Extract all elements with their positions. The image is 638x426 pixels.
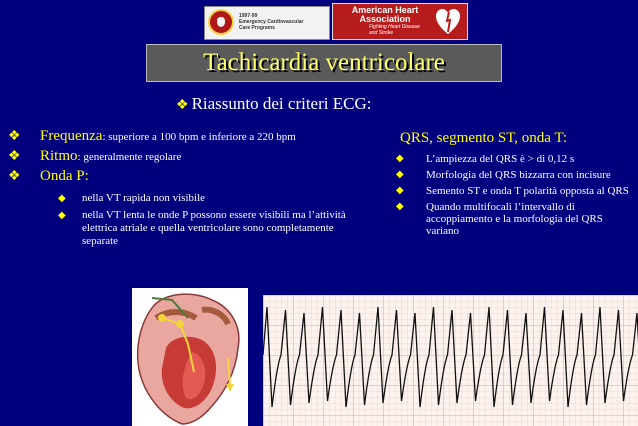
ecc-logo-text	[239, 13, 303, 31]
list-item-text: nella VT lenta le onde P possono essere visibili ma l’attività elettrica atriale e quella ventricolare sono completamente separate	[82, 209, 346, 247]
criterion-detail: : superiore a 100 bpm e inferiore a 220 bpm	[102, 131, 296, 143]
slide-subtitle	[176, 94, 371, 114]
aha-logo-name: American Heart Association	[351, 5, 419, 24]
slide-title: Tachicardia ventricolare	[203, 49, 445, 76]
criterion-label: Frequenza	[40, 128, 103, 144]
diamond-bullet-icon: ◆	[396, 185, 404, 196]
criterion-detail: : generalmente regolare	[77, 151, 182, 163]
ecc-logo-line1: 1997-99	[239, 13, 258, 19]
title-box	[146, 44, 502, 82]
subtitle-text: Riassunto dei criteri ECG:	[191, 94, 372, 113]
heart-torch-icon	[435, 8, 461, 36]
diamond-bullet-icon: ◆	[58, 193, 66, 204]
aha-logo-tagline	[369, 24, 420, 36]
list-item	[388, 185, 634, 197]
four-diamond-bullet-icon: ❖	[8, 129, 21, 144]
criterion-ritmo	[8, 148, 378, 166]
list-item-text: nella VT rapida non visibile	[82, 192, 206, 204]
criterion-onda-p	[8, 168, 378, 186]
aha-tagline-line2: and Stroke	[369, 30, 394, 36]
list-item	[58, 192, 378, 205]
list-item	[388, 153, 634, 165]
onda-p-subitems	[58, 192, 378, 248]
list-item-text: Quando multifocali l’intervallo di accoppiamento e la morfologia del QRS variano	[426, 201, 603, 237]
criteria-right-column	[388, 130, 634, 241]
diamond-bullet-icon: ◆	[396, 153, 404, 164]
ecc-programs-logo	[204, 6, 330, 40]
qrs-heading: QRS, segmento ST, onda T:	[400, 130, 568, 146]
diamond-bullet-icon: ◆	[58, 210, 66, 221]
criterion-label: Ritmo	[40, 148, 78, 164]
four-diamond-bullet-icon: ❖	[8, 149, 21, 164]
criterion-detail: :	[84, 168, 89, 184]
four-diamond-bullet-icon: ❖	[8, 169, 21, 184]
ecg-strip-image	[263, 295, 638, 426]
list-item-text: Morfologia del QRS bizzarra con incisure	[426, 169, 611, 181]
criterion-label: Onda P	[40, 168, 85, 184]
list-item-text: L’ampiezza del QRS è > di 0,12 s	[426, 153, 575, 165]
four-diamond-bullet-icon: ❖	[176, 98, 189, 113]
list-item	[388, 201, 634, 237]
ecg-waveform-icon	[263, 295, 638, 426]
criterion-frequenza	[8, 128, 378, 146]
list-item	[388, 169, 634, 181]
ecc-logo-line2: Emergency Cardiovascular	[239, 19, 304, 25]
heart-anatomy-icon	[132, 288, 248, 426]
ecc-logo-line3: Care Programs	[239, 25, 275, 31]
diamond-bullet-icon: ◆	[396, 201, 404, 212]
aha-logo	[332, 3, 468, 40]
criteria-left-column	[8, 128, 378, 252]
seal-icon	[208, 9, 234, 35]
heart-conduction-illustration	[132, 288, 248, 426]
diamond-bullet-icon: ◆	[396, 169, 404, 180]
list-item-text: Semento ST e onda T polarità opposta al QRS	[426, 185, 629, 197]
list-item	[58, 209, 378, 248]
aha-tagline-line1: Fighting Heart Disease	[369, 24, 420, 30]
